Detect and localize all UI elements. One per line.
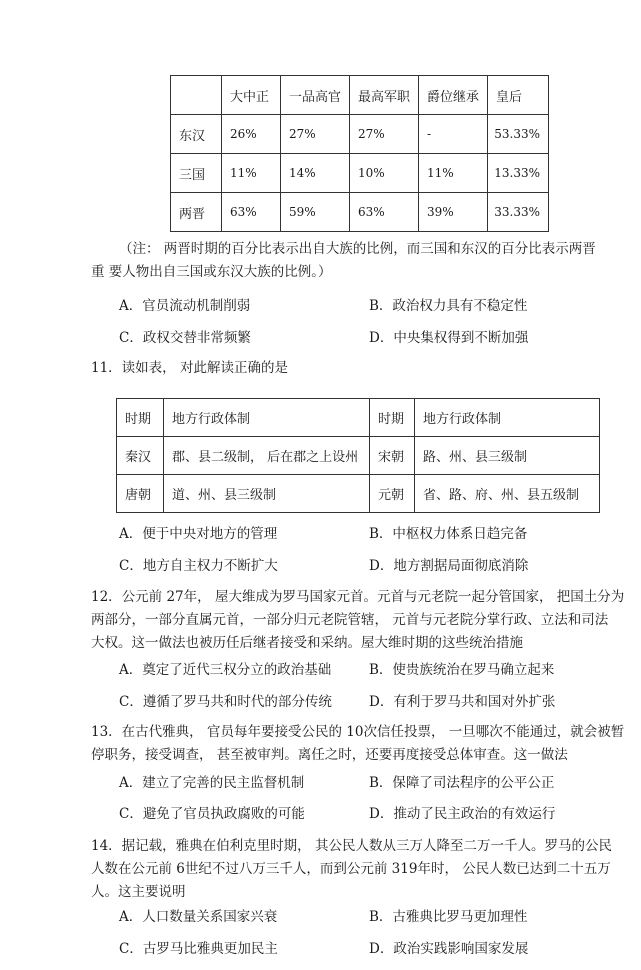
q10-option-b[interactable]: B．政治权力具有不稳定性 bbox=[369, 298, 528, 314]
table-cell: 元朝 bbox=[370, 475, 415, 513]
table-cell: 唐朝 bbox=[117, 475, 164, 513]
table-cell: 三国 bbox=[171, 154, 222, 193]
table-header-cell: 地方行政体制 bbox=[415, 399, 600, 437]
table-header-cell: 最高军职 bbox=[350, 76, 419, 115]
table-cell: 27% bbox=[281, 115, 350, 154]
table-cell: 26% bbox=[222, 115, 281, 154]
table-cell: 路、州、县三级制 bbox=[415, 437, 600, 475]
q11-option-c[interactable]: C．地方自主权力不断扩大 bbox=[119, 558, 278, 574]
table-cell: 27% bbox=[350, 115, 419, 154]
table-cell: 33.33% bbox=[488, 193, 549, 232]
table-header-row bbox=[171, 76, 549, 115]
table-cell: 省、路、府、州、县五级制 bbox=[415, 475, 600, 513]
table-header-cell: 皇后 bbox=[488, 76, 549, 115]
q12-option-b[interactable]: B．使贵族统治在罗马确立起来 bbox=[369, 662, 555, 678]
q14-stem-line-3: 人。这主要说明 bbox=[91, 884, 186, 900]
table-header-row bbox=[117, 399, 600, 437]
q13-option-d[interactable]: D．推动了民主政治的有效运行 bbox=[369, 806, 556, 822]
q11-option-b[interactable]: B．中枢权力体系日趋完备 bbox=[369, 526, 528, 542]
q13-stem-line-1: 13．在古代雅典， 官员每年要接受公民的 10次信任投票， 一旦哪次不能通过，就会被暂 bbox=[91, 724, 625, 740]
table-cell: 10% bbox=[350, 154, 419, 193]
q12-option-c[interactable]: C．遵循了罗马共和时代的部分传统 bbox=[119, 694, 332, 710]
table-officials-origin bbox=[170, 75, 549, 232]
q11-stem: 11．读如表， 对此解读正确的是 bbox=[91, 360, 288, 376]
table-cell: 39% bbox=[419, 193, 488, 232]
q10-option-a[interactable]: A．官员流动机制削弱 bbox=[119, 298, 251, 314]
table-cell: 53.33% bbox=[488, 115, 549, 154]
table-cell: 道、州、县三级制 bbox=[164, 475, 370, 513]
table-row bbox=[171, 193, 549, 232]
q13-option-c[interactable]: C．避免了官员执政腐败的可能 bbox=[119, 806, 305, 822]
table-cell: - bbox=[419, 115, 488, 154]
table-cell: 秦汉 bbox=[117, 437, 164, 475]
table-cell: 东汉 bbox=[171, 115, 222, 154]
q12-option-d[interactable]: D．有利于罗马共和国对外扩张 bbox=[369, 694, 556, 710]
table-header-cell bbox=[171, 76, 222, 115]
table-cell: 63% bbox=[222, 193, 281, 232]
note-line-2: 重 要人物出自三国或东汉大族的比例。） bbox=[91, 264, 332, 280]
q11-option-a[interactable]: A．便于中央对地方的管理 bbox=[119, 526, 278, 542]
table-row bbox=[171, 115, 549, 154]
q12-option-a[interactable]: A．奠定了近代三权分立的政治基础 bbox=[119, 662, 332, 678]
table-header-cell: 时期 bbox=[117, 399, 164, 437]
table-header-cell: 地方行政体制 bbox=[164, 399, 370, 437]
q12-stem-line-3: 大权。这一做法也被历任后继者接受和采纳。屋大维时期的这些统治措施 bbox=[91, 635, 523, 651]
table-cell: 59% bbox=[281, 193, 350, 232]
table-cell: 11% bbox=[222, 154, 281, 193]
q14-option-d[interactable]: D．政治实践影响国家发展 bbox=[369, 941, 529, 957]
table-header-cell: 大中正 bbox=[222, 76, 281, 115]
q13-option-a[interactable]: A．建立了完善的民主监督机制 bbox=[119, 775, 305, 791]
table-header-cell: 时期 bbox=[370, 399, 415, 437]
q13-stem-line-2: 停职务，接受调查， 甚至被审判。离任之时，还要再度接受总体审查。这一做法 bbox=[91, 747, 568, 763]
q10-option-d[interactable]: D．中央集权得到不断加强 bbox=[369, 330, 529, 346]
table-cell: 13.33% bbox=[488, 154, 549, 193]
q12-stem-line-1: 12．公元前 27年， 屋大维成为罗马国家元首。元首与元老院一起分管国家， 把国土分为 bbox=[91, 589, 625, 605]
note-line-1: （注： 两晋时期的百分比表示出自大族的比例，而三国和东汉的百分比表示两晋 bbox=[119, 241, 596, 257]
table-row bbox=[117, 475, 600, 513]
q14-option-c[interactable]: C．古罗马比雅典更加民主 bbox=[119, 941, 278, 957]
table-row bbox=[117, 437, 600, 475]
q14-option-a[interactable]: A．人口数量关系国家兴衰 bbox=[119, 909, 278, 925]
q13-option-b[interactable]: B．保障了司法程序的公平公正 bbox=[369, 775, 555, 791]
table-cell: 11% bbox=[419, 154, 488, 193]
q12-stem-line-2: 两部分，一部分直属元首，一部分归元老院管辖， 元首与元老院分掌行政、立法和司法 bbox=[91, 612, 609, 628]
table-cell: 两晋 bbox=[171, 193, 222, 232]
q10-option-c[interactable]: C．政权交替非常频繁 bbox=[119, 330, 251, 346]
table-cell: 63% bbox=[350, 193, 419, 232]
table-row bbox=[171, 154, 549, 193]
q14-stem-line-2: 人数在公元前 6世纪不过八万三千人，而到公元前 319年时， 公民人数已达到二十五万 bbox=[91, 861, 611, 877]
q11-option-d[interactable]: D．地方割据局面彻底消除 bbox=[369, 558, 529, 574]
table-header-cell: 一品高官 bbox=[281, 76, 350, 115]
table-cell: 郡、县二级制， 后在郡之上设州 bbox=[164, 437, 370, 475]
table-cell: 14% bbox=[281, 154, 350, 193]
table-local-admin bbox=[116, 398, 600, 513]
table-cell: 宋朝 bbox=[370, 437, 415, 475]
table-header-cell: 爵位继承 bbox=[419, 76, 488, 115]
q14-stem-line-1: 14．据记载，雅典在伯利克里时期， 其公民人数从三万人降至二万一千人。罗马的公民 bbox=[91, 838, 612, 854]
q14-option-b[interactable]: B．古雅典比罗马更加理性 bbox=[369, 909, 528, 925]
